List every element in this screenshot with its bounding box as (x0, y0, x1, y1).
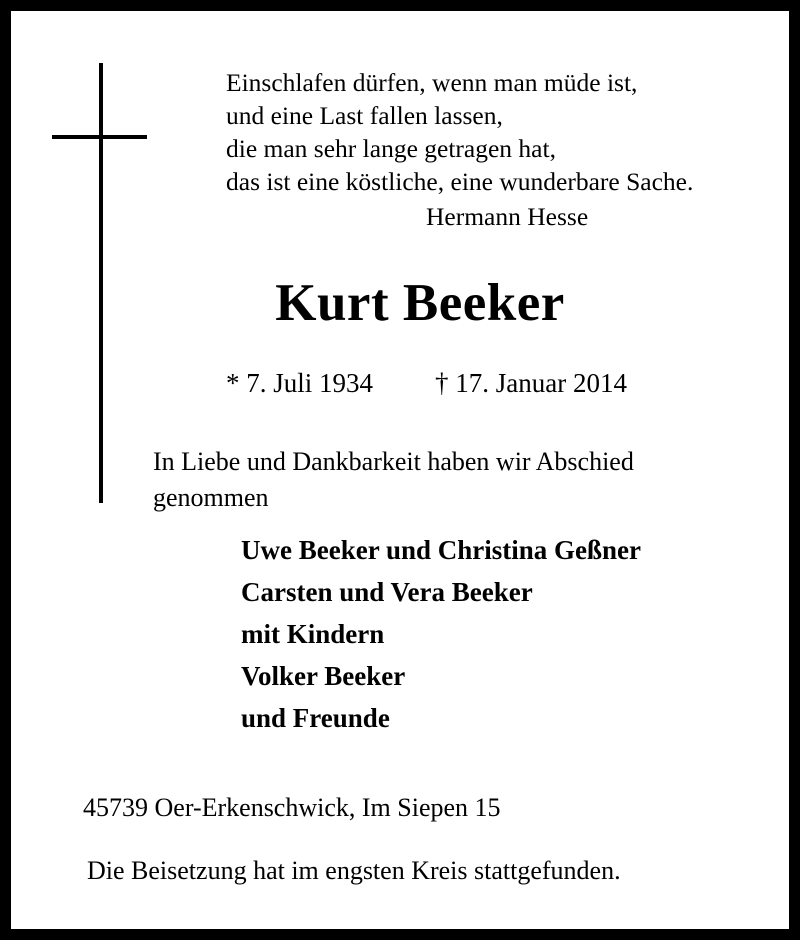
farewell-message: In Liebe und Dankbarkeit haben wir Abschied genommen (153, 447, 634, 512)
deceased-name: Kurt Beeker (275, 274, 565, 332)
poem-line-1: Einschlafen dürfen, wenn man müde ist, (226, 68, 638, 97)
birth-date: * 7. Juli 1934 (226, 368, 374, 398)
closing-note: Die Beisetzung hat im engsten Kreis stattgefunden. (87, 856, 621, 885)
poem-line-3: die man sehr lange getragen hat, (226, 134, 556, 163)
cross-horizontal-bar (52, 135, 147, 139)
death-date: † 17. Januar 2014 (435, 368, 627, 398)
obituary-content (11, 11, 789, 929)
poem-line-2: und eine Last fallen lassen, (226, 101, 503, 130)
family-member-1: Uwe Beeker und Christina Geßner (241, 535, 642, 565)
life-dates (11, 368, 789, 399)
family-member-4: Volker Beeker (241, 661, 406, 691)
poem-line-4: das ist eine köstliche, eine wunderbare Sache. (226, 167, 694, 196)
family-member-3: mit Kindern (241, 619, 385, 649)
poem-author: Hermann Hesse (426, 202, 589, 231)
poem-block (226, 66, 786, 233)
family-member-2: Carsten und Vera Beeker (241, 577, 533, 607)
family-member-5: und Freunde (241, 703, 390, 733)
family-list (241, 529, 781, 739)
address-line: 45739 Oer-Erkenschwick, Im Siepen 15 (83, 793, 501, 822)
